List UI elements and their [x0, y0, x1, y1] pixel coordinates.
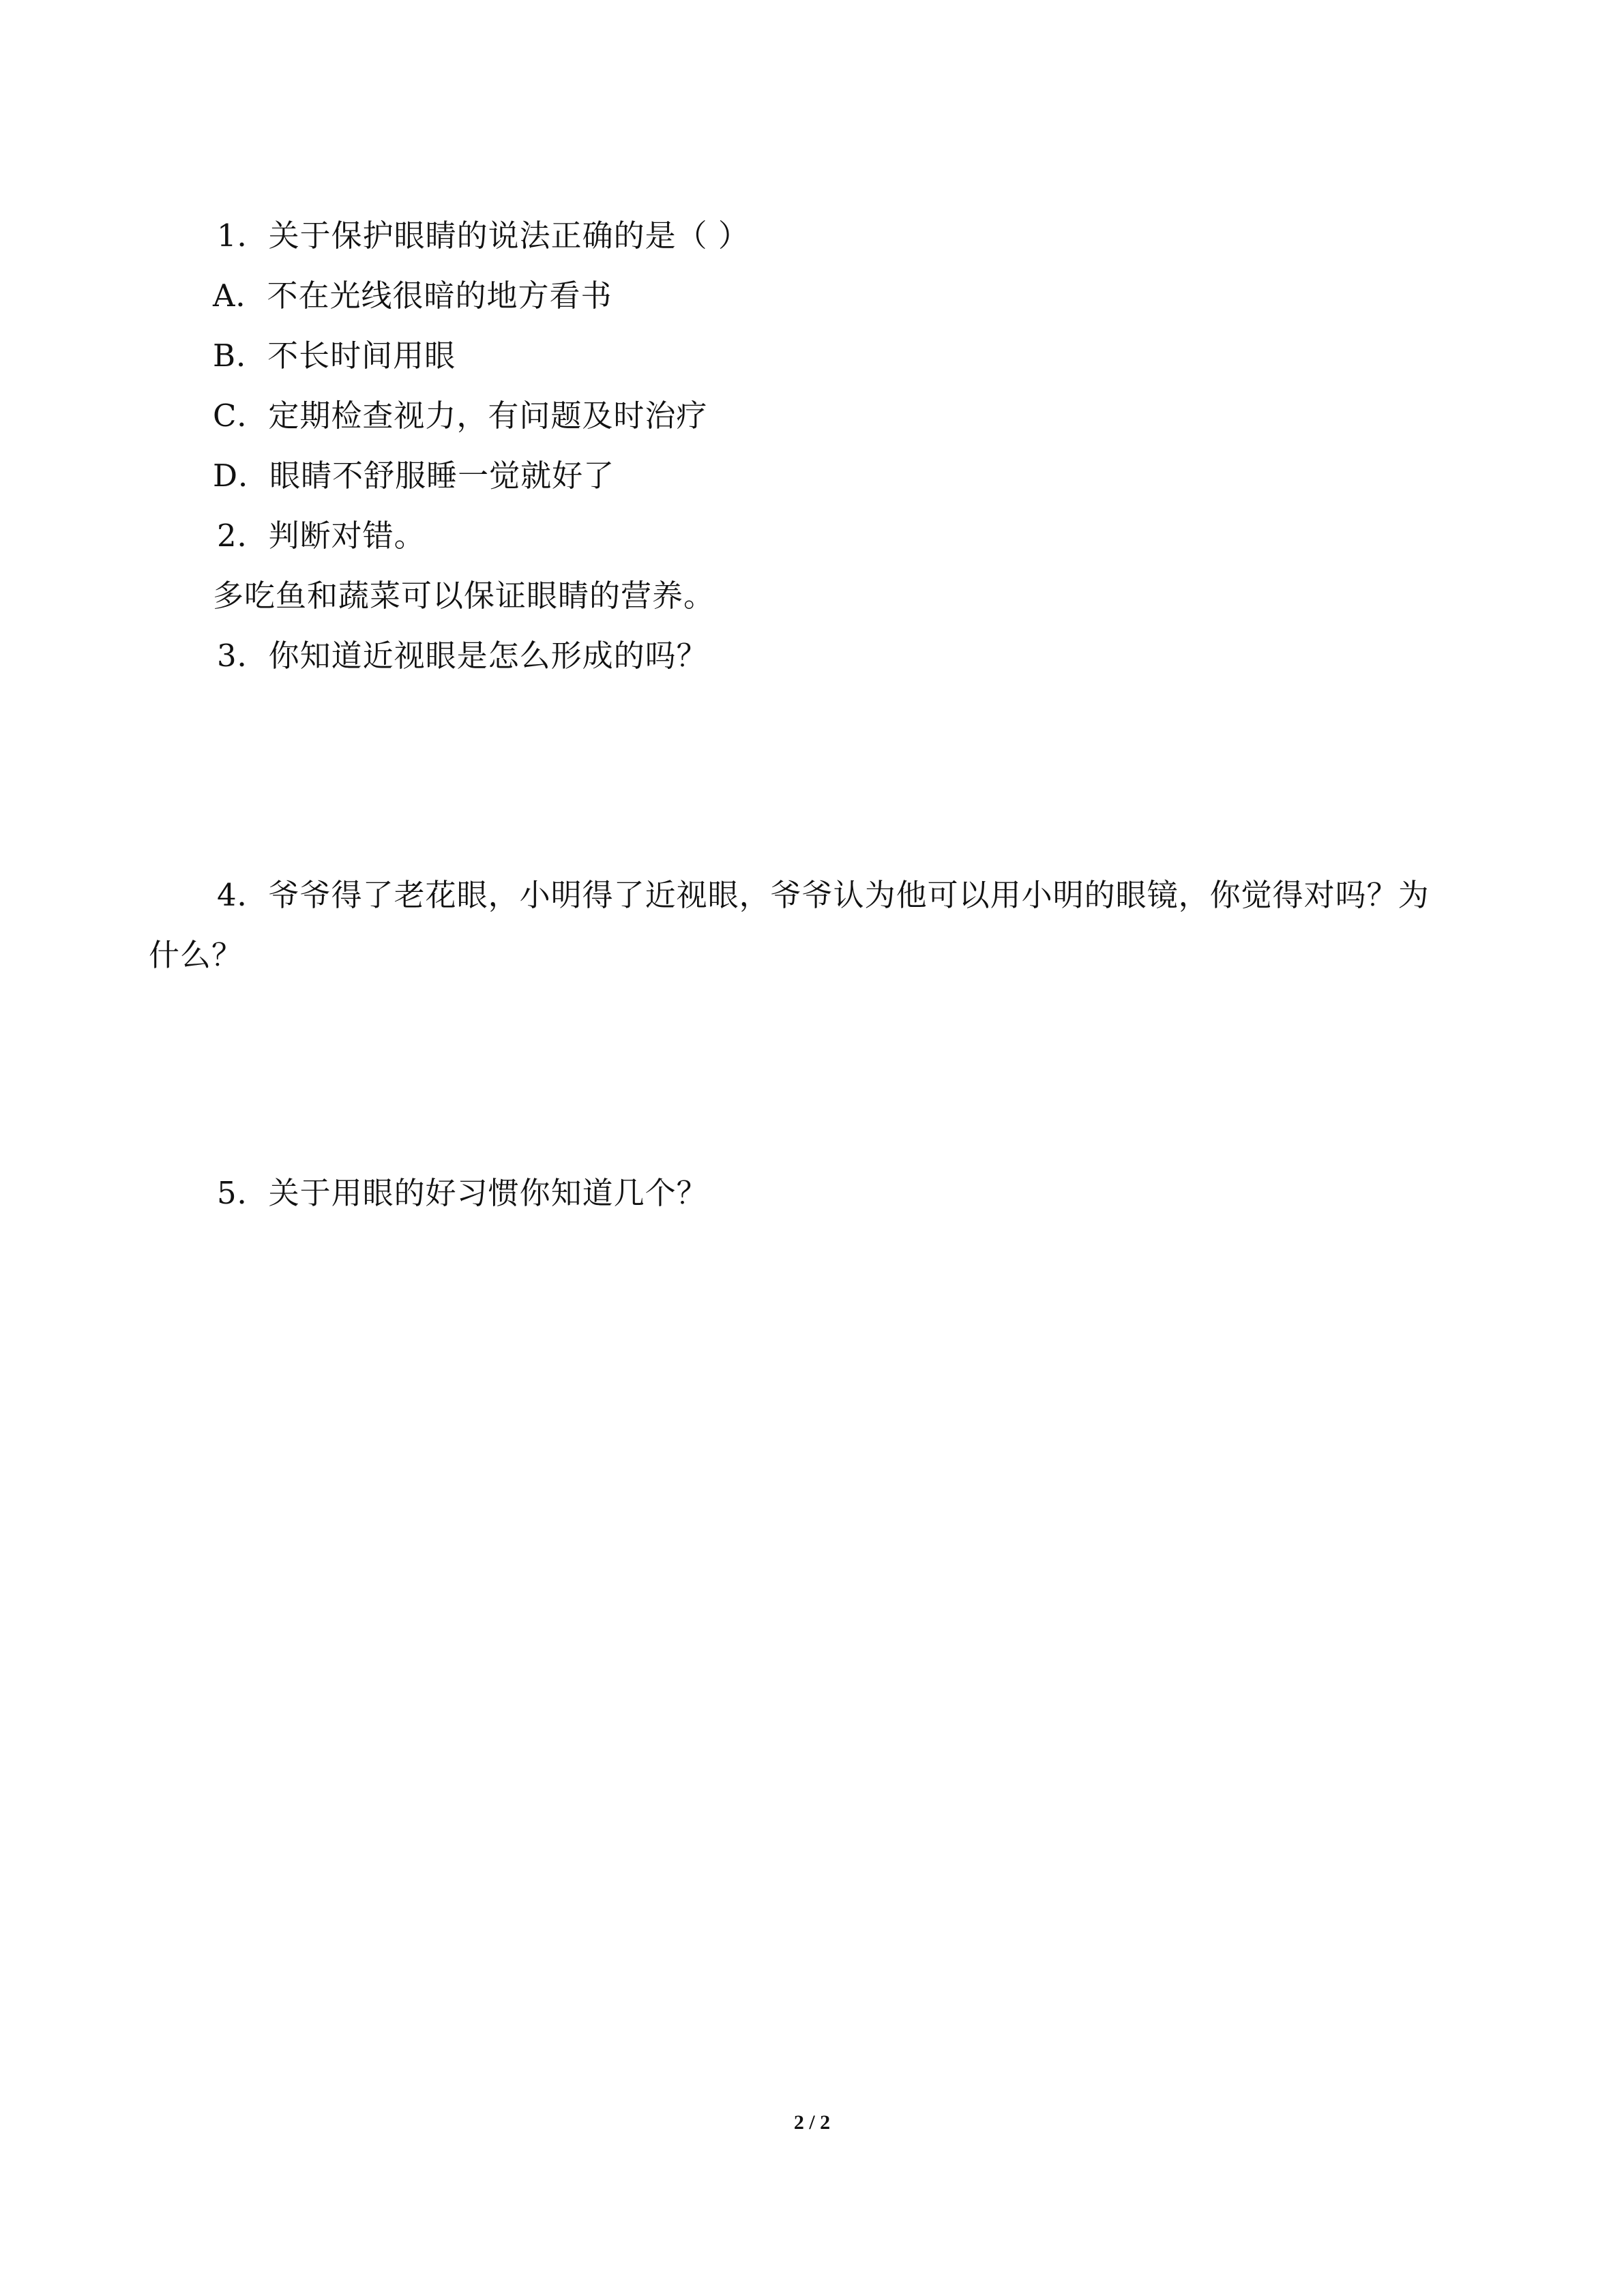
question-2-statement: 多吃鱼和蔬菜可以保证眼睛的营养。 — [213, 578, 715, 614]
question-1-option-a: A．不在光线很暗的地方看书 — [213, 278, 612, 314]
question-5-stem: 5．关于用眼的好习惯你知道几个？ — [217, 1175, 708, 1211]
question-3-stem: 3．你知道近视眼是怎么形成的吗？ — [217, 638, 708, 674]
question-1-option-b: B．不长时间用眼 — [213, 338, 456, 374]
question-1-option-d: D．眼睛不舒服睡一觉就好了 — [213, 458, 615, 494]
question-2-stem: 2．判断对错。 — [217, 518, 426, 554]
question-4-stem-line-2: 什么？ — [149, 937, 243, 973]
page-number: 2 / 2 — [793, 2111, 831, 2134]
question-1-option-c: C．定期检查视力，有问题及时治疗 — [213, 398, 708, 434]
question-1-stem: 1．关于保护眼睛的说法正确的是（ ） — [217, 218, 750, 254]
question-4-stem-line-1: 4．爷爷得了老花眼，小明得了近视眼，爷爷认为他可以用小明的眼镜，你觉得对吗？为 — [217, 877, 1430, 913]
